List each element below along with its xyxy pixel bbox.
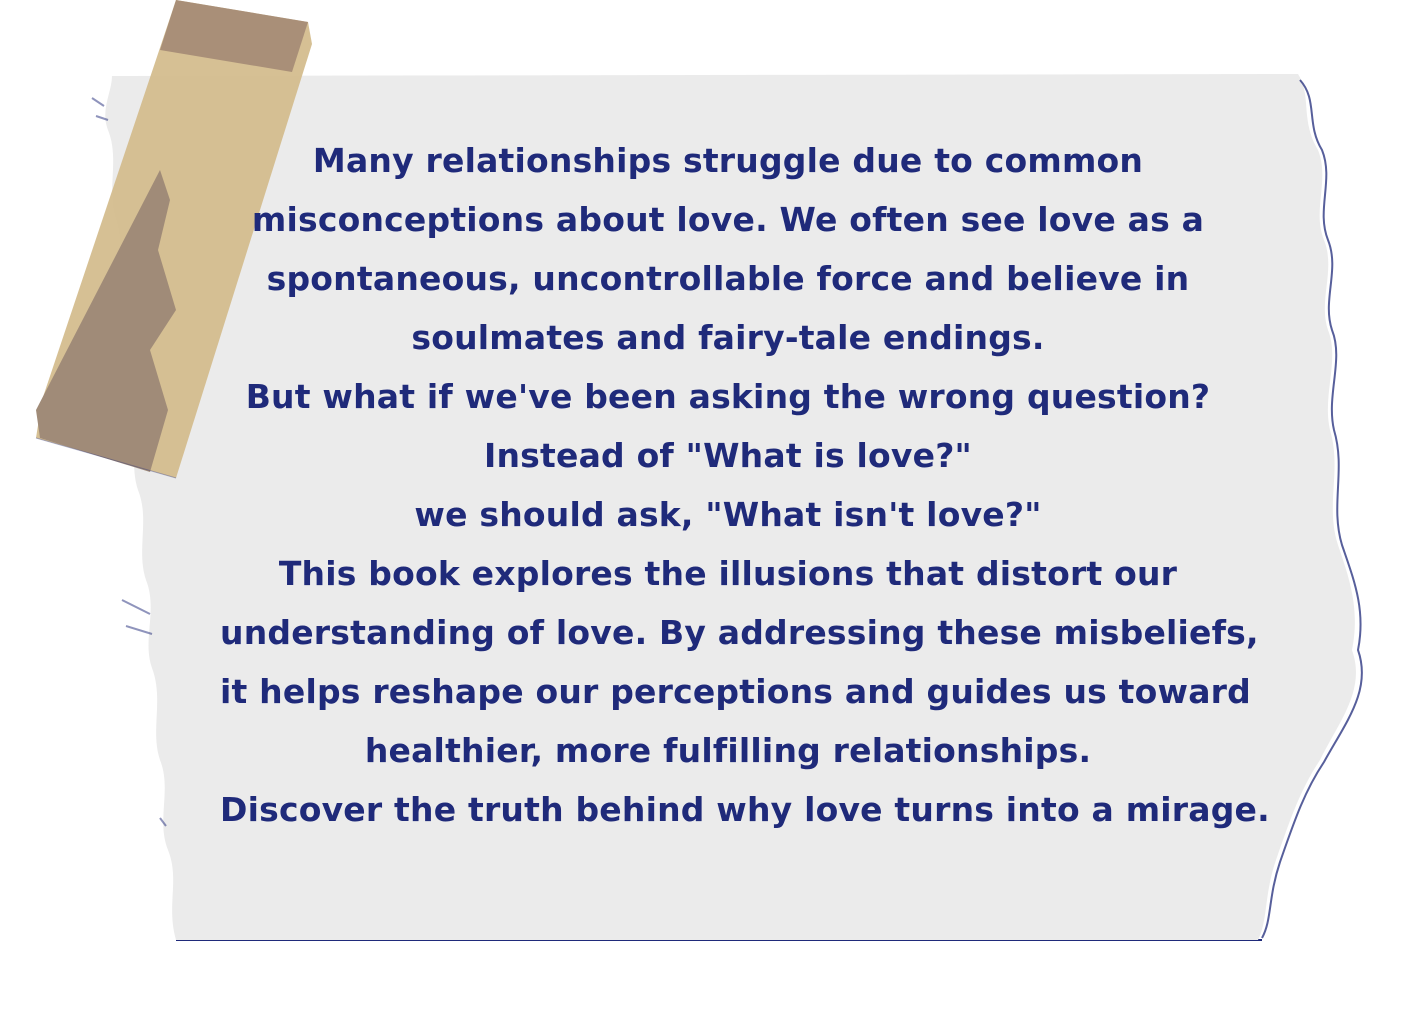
note-line: Discover the truth behind why love turns into a mirage. (220, 790, 1270, 829)
note-line: it helps reshape our perceptions and guides us toward (220, 672, 1251, 711)
note-line: misconceptions about love. We often see love as a (251, 200, 1205, 239)
note-line: Many relationships struggle due to common (312, 141, 1144, 180)
note-line: we should ask, "What isn't love?" (414, 495, 1042, 534)
note-line: spontaneous, uncontrollable force and believe in (266, 259, 1190, 298)
note-text (220, 131, 1270, 839)
note-line: healthier, more fulfilling relationships. (364, 731, 1092, 770)
note-line: Instead of "What is love?" (484, 436, 972, 475)
note-line: But what if we've been asking the wrong question? (245, 377, 1211, 416)
note-line: understanding of love. By addressing these misbeliefs, (220, 613, 1259, 652)
note-line: soulmates and fairy-tale endings. (411, 318, 1045, 357)
note-line: This book explores the illusions that distort our (278, 554, 1178, 593)
